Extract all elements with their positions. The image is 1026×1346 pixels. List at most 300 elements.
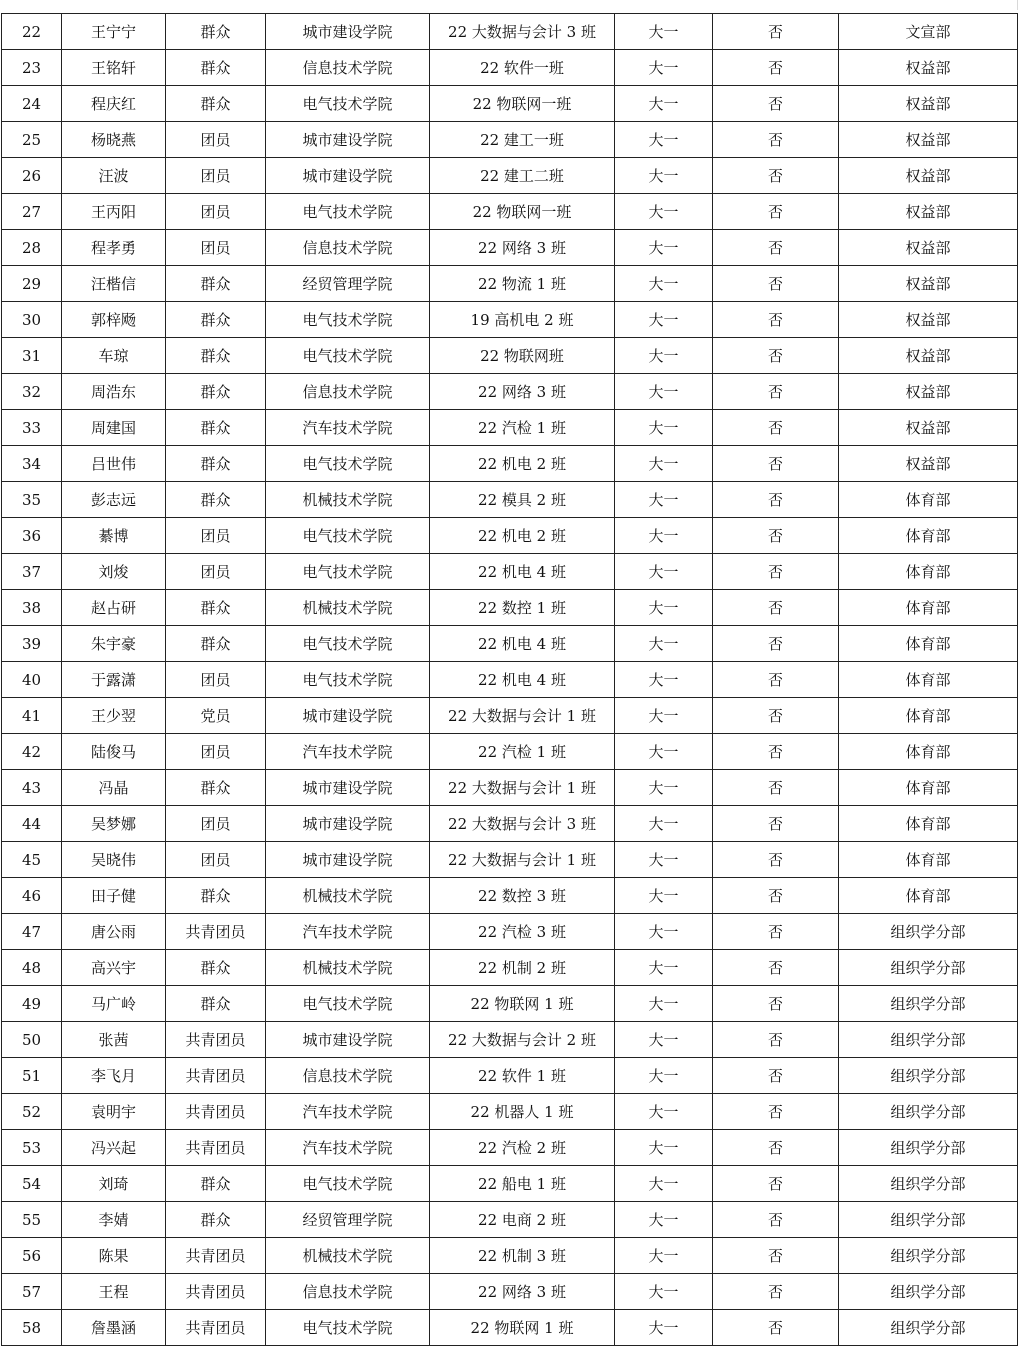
college-cell: 汽车技术学院 — [266, 1130, 430, 1166]
row-number-cell: 22 — [2, 14, 62, 50]
grade-cell: 大一 — [615, 914, 713, 950]
class-cell: 22 大数据与会计 1 班 — [430, 770, 615, 806]
political-status-cell: 团员 — [166, 734, 266, 770]
flag-cell: 否 — [713, 374, 839, 410]
political-status-cell: 党员 — [166, 698, 266, 734]
name-cell: 王铭轩 — [62, 50, 166, 86]
row-number-cell: 38 — [2, 590, 62, 626]
grade-cell: 大一 — [615, 266, 713, 302]
class-cell: 22 汽检 3 班 — [430, 914, 615, 950]
grade-cell: 大一 — [615, 518, 713, 554]
political-status-cell: 团员 — [166, 662, 266, 698]
table-row — [2, 1094, 1018, 1130]
department-cell: 组织学分部 — [839, 1202, 1018, 1238]
name-cell: 李飞月 — [62, 1058, 166, 1094]
department-cell: 体育部 — [839, 518, 1018, 554]
political-status-cell: 群众 — [166, 446, 266, 482]
name-cell: 吴晓伟 — [62, 842, 166, 878]
flag-cell: 否 — [713, 1166, 839, 1202]
name-cell: 刘焌 — [62, 554, 166, 590]
grade-cell: 大一 — [615, 734, 713, 770]
table-row — [2, 1238, 1018, 1274]
college-cell: 电气技术学院 — [266, 554, 430, 590]
table-row — [2, 266, 1018, 302]
table-row — [2, 878, 1018, 914]
class-cell: 22 大数据与会计 3 班 — [430, 14, 615, 50]
class-cell: 22 汽检 1 班 — [430, 734, 615, 770]
name-cell: 汪楷信 — [62, 266, 166, 302]
college-cell: 城市建设学院 — [266, 14, 430, 50]
table-row — [2, 1310, 1018, 1346]
class-cell: 22 汽检 2 班 — [430, 1130, 615, 1166]
flag-cell: 否 — [713, 482, 839, 518]
college-cell: 机械技术学院 — [266, 878, 430, 914]
flag-cell: 否 — [713, 14, 839, 50]
department-cell: 体育部 — [839, 770, 1018, 806]
grade-cell: 大一 — [615, 1238, 713, 1274]
row-number-cell: 24 — [2, 86, 62, 122]
college-cell: 汽车技术学院 — [266, 914, 430, 950]
flag-cell: 否 — [713, 590, 839, 626]
department-cell: 组织学分部 — [839, 1058, 1018, 1094]
row-number-cell: 49 — [2, 986, 62, 1022]
political-status-cell: 团员 — [166, 842, 266, 878]
department-cell: 组织学分部 — [839, 1022, 1018, 1058]
table-row — [2, 122, 1018, 158]
class-cell: 22 机电 4 班 — [430, 554, 615, 590]
department-cell: 文宣部 — [839, 14, 1018, 50]
row-number-cell: 56 — [2, 1238, 62, 1274]
political-status-cell: 群众 — [166, 410, 266, 446]
department-cell: 体育部 — [839, 662, 1018, 698]
name-cell: 刘琦 — [62, 1166, 166, 1202]
department-cell: 组织学分部 — [839, 1310, 1018, 1346]
row-number-cell: 32 — [2, 374, 62, 410]
grade-cell: 大一 — [615, 1022, 713, 1058]
class-cell: 22 模具 2 班 — [430, 482, 615, 518]
flag-cell: 否 — [713, 1274, 839, 1310]
class-cell: 22 数控 3 班 — [430, 878, 615, 914]
department-cell: 权益部 — [839, 410, 1018, 446]
table-row — [2, 338, 1018, 374]
department-cell: 体育部 — [839, 626, 1018, 662]
grade-cell: 大一 — [615, 194, 713, 230]
college-cell: 经贸管理学院 — [266, 1202, 430, 1238]
name-cell: 李婧 — [62, 1202, 166, 1238]
flag-cell: 否 — [713, 1058, 839, 1094]
department-cell: 组织学分部 — [839, 1274, 1018, 1310]
department-cell: 权益部 — [839, 338, 1018, 374]
grade-cell: 大一 — [615, 410, 713, 446]
table-row — [2, 1130, 1018, 1166]
table-row — [2, 1274, 1018, 1310]
table-row — [2, 770, 1018, 806]
table-row — [2, 950, 1018, 986]
row-number-cell: 55 — [2, 1202, 62, 1238]
table-row — [2, 410, 1018, 446]
political-status-cell: 群众 — [166, 482, 266, 518]
department-cell: 组织学分部 — [839, 1166, 1018, 1202]
flag-cell: 否 — [713, 338, 839, 374]
name-cell: 车琼 — [62, 338, 166, 374]
college-cell: 电气技术学院 — [266, 1310, 430, 1346]
department-cell: 权益部 — [839, 86, 1018, 122]
department-cell: 组织学分部 — [839, 1130, 1018, 1166]
grade-cell: 大一 — [615, 374, 713, 410]
member-table — [1, 13, 1018, 1346]
name-cell: 袁明宇 — [62, 1094, 166, 1130]
grade-cell: 大一 — [615, 950, 713, 986]
name-cell: 程庆红 — [62, 86, 166, 122]
college-cell: 城市建设学院 — [266, 1022, 430, 1058]
grade-cell: 大一 — [615, 770, 713, 806]
grade-cell: 大一 — [615, 662, 713, 698]
row-number-cell: 42 — [2, 734, 62, 770]
college-cell: 电气技术学院 — [266, 1166, 430, 1202]
table-row — [2, 698, 1018, 734]
table-row — [2, 446, 1018, 482]
grade-cell: 大一 — [615, 878, 713, 914]
grade-cell: 大一 — [615, 806, 713, 842]
table-row — [2, 914, 1018, 950]
college-cell: 电气技术学院 — [266, 86, 430, 122]
table-row — [2, 1166, 1018, 1202]
row-number-cell: 27 — [2, 194, 62, 230]
table-row — [2, 842, 1018, 878]
department-cell: 组织学分部 — [839, 986, 1018, 1022]
flag-cell: 否 — [713, 842, 839, 878]
table-row — [2, 734, 1018, 770]
flag-cell: 否 — [713, 1130, 839, 1166]
row-number-cell: 25 — [2, 122, 62, 158]
table-row — [2, 374, 1018, 410]
political-status-cell: 群众 — [166, 1202, 266, 1238]
college-cell: 信息技术学院 — [266, 1058, 430, 1094]
department-cell: 体育部 — [839, 734, 1018, 770]
name-cell: 王宁宁 — [62, 14, 166, 50]
political-status-cell: 团员 — [166, 518, 266, 554]
grade-cell: 大一 — [615, 986, 713, 1022]
page-edge-rule — [1017, 0, 1018, 10]
college-cell: 信息技术学院 — [266, 230, 430, 266]
political-status-cell: 群众 — [166, 950, 266, 986]
grade-cell: 大一 — [615, 158, 713, 194]
table-row — [2, 1202, 1018, 1238]
grade-cell: 大一 — [615, 1094, 713, 1130]
name-cell: 王少翌 — [62, 698, 166, 734]
flag-cell: 否 — [713, 626, 839, 662]
table-row — [2, 14, 1018, 50]
grade-cell: 大一 — [615, 482, 713, 518]
row-number-cell: 43 — [2, 770, 62, 806]
row-number-cell: 29 — [2, 266, 62, 302]
flag-cell: 否 — [713, 302, 839, 338]
row-number-cell: 48 — [2, 950, 62, 986]
college-cell: 电气技术学院 — [266, 302, 430, 338]
row-number-cell: 44 — [2, 806, 62, 842]
table-row — [2, 482, 1018, 518]
class-cell: 22 汽检 1 班 — [430, 410, 615, 446]
table-row — [2, 194, 1018, 230]
college-cell: 城市建设学院 — [266, 158, 430, 194]
class-cell: 22 物流 1 班 — [430, 266, 615, 302]
grade-cell: 大一 — [615, 554, 713, 590]
table-row — [2, 590, 1018, 626]
college-cell: 经贸管理学院 — [266, 266, 430, 302]
class-cell: 22 建工二班 — [430, 158, 615, 194]
class-cell: 22 软件 1 班 — [430, 1058, 615, 1094]
row-number-cell: 54 — [2, 1166, 62, 1202]
political-status-cell: 共青团员 — [166, 1310, 266, 1346]
grade-cell: 大一 — [615, 338, 713, 374]
row-number-cell: 23 — [2, 50, 62, 86]
college-cell: 电气技术学院 — [266, 626, 430, 662]
flag-cell: 否 — [713, 806, 839, 842]
department-cell: 体育部 — [839, 878, 1018, 914]
table-row — [2, 554, 1018, 590]
political-status-cell: 共青团员 — [166, 914, 266, 950]
table-row — [2, 86, 1018, 122]
political-status-cell: 群众 — [166, 14, 266, 50]
class-cell: 22 机电 2 班 — [430, 446, 615, 482]
political-status-cell: 群众 — [166, 986, 266, 1022]
row-number-cell: 36 — [2, 518, 62, 554]
grade-cell: 大一 — [615, 626, 713, 662]
table-body — [2, 14, 1018, 1346]
name-cell: 周建国 — [62, 410, 166, 446]
table-row — [2, 986, 1018, 1022]
college-cell: 机械技术学院 — [266, 1238, 430, 1274]
college-cell: 机械技术学院 — [266, 482, 430, 518]
class-cell: 22 网络 3 班 — [430, 230, 615, 266]
department-cell: 权益部 — [839, 122, 1018, 158]
political-status-cell: 群众 — [166, 770, 266, 806]
row-number-cell: 46 — [2, 878, 62, 914]
flag-cell: 否 — [713, 1238, 839, 1274]
flag-cell: 否 — [713, 1094, 839, 1130]
row-number-cell: 31 — [2, 338, 62, 374]
row-number-cell: 33 — [2, 410, 62, 446]
table-row — [2, 50, 1018, 86]
row-number-cell: 53 — [2, 1130, 62, 1166]
flag-cell: 否 — [713, 878, 839, 914]
table-row — [2, 302, 1018, 338]
political-status-cell: 共青团员 — [166, 1238, 266, 1274]
row-number-cell: 34 — [2, 446, 62, 482]
grade-cell: 大一 — [615, 86, 713, 122]
class-cell: 22 电商 2 班 — [430, 1202, 615, 1238]
flag-cell: 否 — [713, 770, 839, 806]
table-row — [2, 662, 1018, 698]
college-cell: 电气技术学院 — [266, 662, 430, 698]
name-cell: 汪波 — [62, 158, 166, 194]
class-cell: 22 物联网一班 — [430, 86, 615, 122]
row-number-cell: 50 — [2, 1022, 62, 1058]
college-cell: 信息技术学院 — [266, 374, 430, 410]
flag-cell: 否 — [713, 50, 839, 86]
row-number-cell: 45 — [2, 842, 62, 878]
flag-cell: 否 — [713, 698, 839, 734]
political-status-cell: 群众 — [166, 590, 266, 626]
name-cell: 杨晓燕 — [62, 122, 166, 158]
grade-cell: 大一 — [615, 230, 713, 266]
college-cell: 信息技术学院 — [266, 1274, 430, 1310]
political-status-cell: 共青团员 — [166, 1274, 266, 1310]
college-cell: 信息技术学院 — [266, 50, 430, 86]
row-number-cell: 30 — [2, 302, 62, 338]
class-cell: 22 网络 3 班 — [430, 374, 615, 410]
college-cell: 电气技术学院 — [266, 986, 430, 1022]
flag-cell: 否 — [713, 986, 839, 1022]
class-cell: 22 网络 3 班 — [430, 1274, 615, 1310]
political-status-cell: 群众 — [166, 302, 266, 338]
flag-cell: 否 — [713, 410, 839, 446]
political-status-cell: 团员 — [166, 806, 266, 842]
flag-cell: 否 — [713, 194, 839, 230]
name-cell: 彭志远 — [62, 482, 166, 518]
name-cell: 唐公雨 — [62, 914, 166, 950]
college-cell: 机械技术学院 — [266, 590, 430, 626]
grade-cell: 大一 — [615, 1202, 713, 1238]
department-cell: 体育部 — [839, 554, 1018, 590]
table-row — [2, 1022, 1018, 1058]
class-cell: 22 物联网 1 班 — [430, 1310, 615, 1346]
flag-cell: 否 — [713, 1202, 839, 1238]
name-cell: 高兴宇 — [62, 950, 166, 986]
flag-cell: 否 — [713, 122, 839, 158]
class-cell: 19 高机电 2 班 — [430, 302, 615, 338]
class-cell: 22 船电 1 班 — [430, 1166, 615, 1202]
grade-cell: 大一 — [615, 302, 713, 338]
row-number-cell: 41 — [2, 698, 62, 734]
table-row — [2, 626, 1018, 662]
flag-cell: 否 — [713, 950, 839, 986]
department-cell: 权益部 — [839, 230, 1018, 266]
department-cell: 组织学分部 — [839, 914, 1018, 950]
political-status-cell: 群众 — [166, 374, 266, 410]
name-cell: 周浩东 — [62, 374, 166, 410]
flag-cell: 否 — [713, 518, 839, 554]
table-row — [2, 518, 1018, 554]
department-cell: 组织学分部 — [839, 1238, 1018, 1274]
college-cell: 城市建设学院 — [266, 698, 430, 734]
grade-cell: 大一 — [615, 842, 713, 878]
college-cell: 汽车技术学院 — [266, 410, 430, 446]
college-cell: 电气技术学院 — [266, 338, 430, 374]
flag-cell: 否 — [713, 158, 839, 194]
table-row — [2, 806, 1018, 842]
name-cell: 马广岭 — [62, 986, 166, 1022]
department-cell: 权益部 — [839, 266, 1018, 302]
row-number-cell: 28 — [2, 230, 62, 266]
department-cell: 权益部 — [839, 50, 1018, 86]
department-cell: 权益部 — [839, 302, 1018, 338]
class-cell: 22 大数据与会计 1 班 — [430, 698, 615, 734]
name-cell: 王丙阳 — [62, 194, 166, 230]
name-cell: 吴梦娜 — [62, 806, 166, 842]
class-cell: 22 物联网 1 班 — [430, 986, 615, 1022]
name-cell: 朱宇豪 — [62, 626, 166, 662]
class-cell: 22 机制 3 班 — [430, 1238, 615, 1274]
political-status-cell: 共青团员 — [166, 1058, 266, 1094]
political-status-cell: 群众 — [166, 626, 266, 662]
row-number-cell: 39 — [2, 626, 62, 662]
grade-cell: 大一 — [615, 122, 713, 158]
political-status-cell: 群众 — [166, 1166, 266, 1202]
flag-cell: 否 — [713, 230, 839, 266]
name-cell: 陆俊马 — [62, 734, 166, 770]
grade-cell: 大一 — [615, 590, 713, 626]
grade-cell: 大一 — [615, 14, 713, 50]
flag-cell: 否 — [713, 1310, 839, 1346]
college-cell: 机械技术学院 — [266, 950, 430, 986]
class-cell: 22 机器人 1 班 — [430, 1094, 615, 1130]
political-status-cell: 群众 — [166, 878, 266, 914]
table-row — [2, 1058, 1018, 1094]
name-cell: 冯兴起 — [62, 1130, 166, 1166]
department-cell: 体育部 — [839, 590, 1018, 626]
name-cell: 郭梓飏 — [62, 302, 166, 338]
department-cell: 组织学分部 — [839, 950, 1018, 986]
name-cell: 綦博 — [62, 518, 166, 554]
grade-cell: 大一 — [615, 50, 713, 86]
political-status-cell: 团员 — [166, 194, 266, 230]
department-cell: 体育部 — [839, 842, 1018, 878]
department-cell: 权益部 — [839, 194, 1018, 230]
flag-cell: 否 — [713, 1022, 839, 1058]
college-cell: 城市建设学院 — [266, 122, 430, 158]
class-cell: 22 软件一班 — [430, 50, 615, 86]
flag-cell: 否 — [713, 266, 839, 302]
college-cell: 电气技术学院 — [266, 446, 430, 482]
class-cell: 22 大数据与会计 3 班 — [430, 806, 615, 842]
class-cell: 22 数控 1 班 — [430, 590, 615, 626]
grade-cell: 大一 — [615, 1274, 713, 1310]
college-cell: 汽车技术学院 — [266, 734, 430, 770]
flag-cell: 否 — [713, 914, 839, 950]
department-cell: 权益部 — [839, 374, 1018, 410]
class-cell: 22 机电 4 班 — [430, 662, 615, 698]
political-status-cell: 团员 — [166, 230, 266, 266]
department-cell: 体育部 — [839, 806, 1018, 842]
row-number-cell: 40 — [2, 662, 62, 698]
class-cell: 22 机电 4 班 — [430, 626, 615, 662]
political-status-cell: 共青团员 — [166, 1130, 266, 1166]
political-status-cell: 群众 — [166, 338, 266, 374]
row-number-cell: 35 — [2, 482, 62, 518]
grade-cell: 大一 — [615, 1166, 713, 1202]
flag-cell: 否 — [713, 554, 839, 590]
class-cell: 22 物联网班 — [430, 338, 615, 374]
grade-cell: 大一 — [615, 698, 713, 734]
name-cell: 赵占研 — [62, 590, 166, 626]
political-status-cell: 共青团员 — [166, 1094, 266, 1130]
row-number-cell: 26 — [2, 158, 62, 194]
political-status-cell: 群众 — [166, 86, 266, 122]
college-cell: 电气技术学院 — [266, 194, 430, 230]
college-cell: 城市建设学院 — [266, 842, 430, 878]
row-number-cell: 58 — [2, 1310, 62, 1346]
class-cell: 22 大数据与会计 1 班 — [430, 842, 615, 878]
table-row — [2, 230, 1018, 266]
flag-cell: 否 — [713, 446, 839, 482]
class-cell: 22 建工一班 — [430, 122, 615, 158]
grade-cell: 大一 — [615, 1058, 713, 1094]
name-cell: 田子健 — [62, 878, 166, 914]
college-cell: 电气技术学院 — [266, 518, 430, 554]
grade-cell: 大一 — [615, 1130, 713, 1166]
flag-cell: 否 — [713, 86, 839, 122]
